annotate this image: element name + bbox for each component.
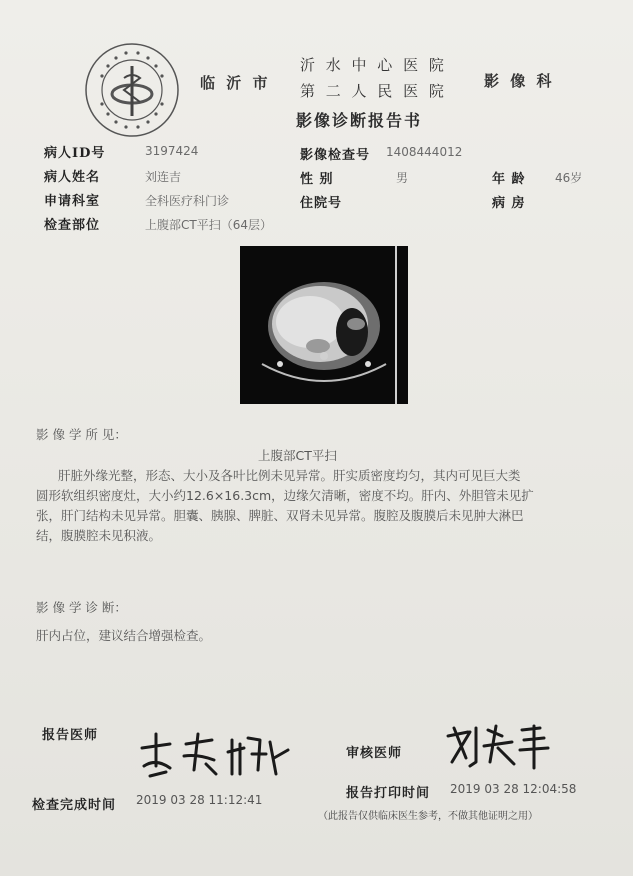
diagnosis-text: 肝内占位，建议结合增强检查。	[36, 628, 212, 643]
reviewer-signature	[444, 722, 554, 772]
ct-scan-image	[240, 246, 408, 404]
sex-label: 性 别	[300, 172, 334, 187]
part-label: 检查部位	[44, 218, 101, 233]
findings-line-1: 肝脏外缘光整，形态、大小及各叶比例未见异常。肝实质密度均匀，其内可见巨大类	[58, 468, 521, 483]
reporter-signature	[136, 730, 296, 782]
print-time-label: 报告打印时间	[346, 786, 431, 801]
part-value: 上腹部CT平扫（64层）	[145, 218, 272, 232]
reporter-label: 报告医师	[42, 728, 99, 743]
patient-name-value: 刘连吉	[145, 170, 182, 184]
findings-line-4: 结，腹膜腔未见积液。	[36, 528, 162, 543]
exam-time-value: 2019 03 28 11:12:41	[136, 793, 263, 807]
reviewer-label: 审核医师	[346, 746, 403, 761]
age-label: 年 龄	[492, 172, 526, 187]
header-city: 临 沂 市	[200, 74, 271, 92]
report-title: 影像诊断报告书	[296, 111, 423, 130]
header-hospital-line2: 第 二 人 民 医 院	[300, 82, 447, 100]
findings-line-2: 圆形软组织密度灶，大小约12.6×16.3cm，边缘欠清晰，密度不均。肝内、外胆管未见扩	[36, 488, 534, 503]
header-hospital-line1: 沂 水 中 心 医 院	[300, 56, 447, 74]
ct-scan-graphic	[240, 246, 408, 404]
patient-name-label: 病人姓名	[44, 170, 101, 185]
print-time-value: 2019 03 28 12:04:58	[450, 782, 577, 796]
exam-no-value: 1408444012	[386, 145, 463, 159]
findings-subtitle: 上腹部CT平扫	[258, 448, 337, 463]
hospital-logo	[80, 38, 184, 142]
header-department: 影 像 科	[484, 72, 555, 90]
exam-time-label: 检查完成时间	[32, 798, 117, 813]
findings-line-3: 张，肝门结构未见异常。胆囊、胰腺、脾脏、双肾未见异常。腹腔及腹膜后未见肿大淋巴	[36, 508, 524, 523]
dept-label: 申请科室	[44, 194, 101, 209]
dept-value: 全科医疗科门诊	[145, 194, 230, 208]
disclaimer: （此报告仅供临床医生参考，不做其他证明之用）	[318, 811, 538, 822]
diagnosis-heading: 影 像 学 诊 断：	[36, 600, 127, 615]
age-value: 46岁	[555, 171, 583, 185]
patient-id-label: 病人ID号	[44, 146, 106, 161]
patient-id-value: 3197424	[145, 144, 199, 158]
exam-no-label: 影像检查号	[300, 148, 371, 163]
sex-value: 男	[396, 171, 409, 185]
findings-heading: 影 像 学 所 见：	[36, 427, 127, 442]
inpatient-label: 住院号	[300, 196, 343, 211]
ward-label: 病 房	[492, 196, 526, 211]
